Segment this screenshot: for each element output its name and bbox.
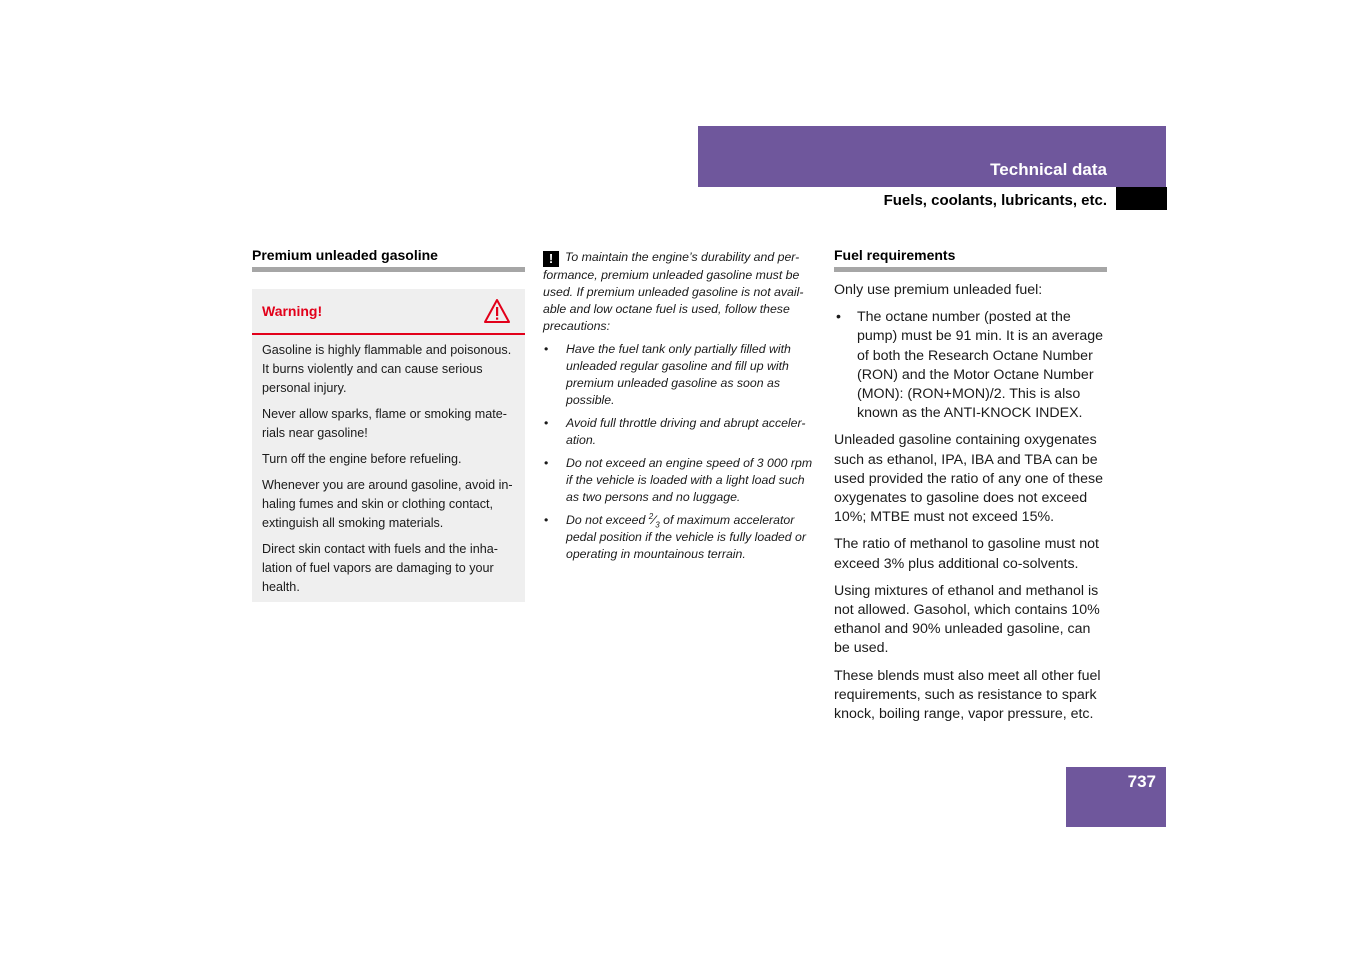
fuel-paragraph: The ratio of methanol to gasoline must not exceed 3% plus additional co-solvents.: [834, 536, 1099, 572]
fuel-paragraph: Unleaded gasoline containing oxygenates such as ethanol, IPA, IBA and TBA can be used provided the ratio of any one of these oxygenates to gasoline does not exceed 10%; MTBE must not exceed 15%.: [834, 432, 1103, 526]
warning-box: [252, 289, 525, 602]
exclamation-notice-icon: !: [543, 251, 559, 267]
warning-paragraph: Never allow sparks, flame or smoking mate-rials near gasoline!: [262, 407, 507, 440]
warning-triangle-icon: [483, 298, 511, 324]
warning-body: [252, 335, 525, 597]
precautions-list: [543, 341, 818, 563]
fuel-requirements-list: [834, 308, 1109, 423]
warning-paragraph: Direct skin contact with fuels and the inha-lation of fuel vapors are damaging to your health.: [262, 542, 498, 594]
fraction-numerator: 2: [648, 511, 654, 521]
warning-label: Warning!: [262, 303, 323, 319]
header-tab-marker: [1116, 187, 1167, 210]
list-item-text: Avoid full throttle driving and abrupt acceler-ation.: [566, 416, 806, 447]
list-item-text: Have the fuel tank only partially filled with unleaded regular gasoline and fill up with premium unleaded gasoline as soon as possible.: [566, 342, 791, 407]
heading-fuel-requirements: Fuel requirements: [834, 247, 1107, 272]
list-item: • Do not exceed an engine speed of 3 000 rpm if the vehicle is loaded with a light load such as two persons and no luggage.: [544, 456, 813, 504]
page-number: 737: [1127, 772, 1156, 791]
list-item: • The octane number (posted at the pump) must be 91 min. It is an average of both the Research Octane Number (RON) and the Motor Octane Number (MON): (RON+MON)/2. This is also known as the ANTI-KNOCK INDEX.: [836, 309, 1104, 422]
fraction-denominator: 3: [655, 520, 660, 530]
warning-paragraph: Turn off the engine before refueling.: [262, 452, 462, 466]
fuel-requirements-body: [834, 281, 1109, 732]
fraction-slash: ⁄: [653, 513, 656, 527]
list-item: • Have the fuel tank only partially filled with unleaded regular gasoline and fill up with premium unleaded gasoline as soon as possible.: [544, 342, 791, 407]
list-item-text: Do not exceed an engine speed of 3 000 rpm if the vehicle is loaded with a light load such as two persons and no luggage.: [566, 456, 813, 504]
page-number-band: [1066, 767, 1166, 827]
section-subtitle: Fuels, coolants, lubricants, etc.: [883, 192, 1107, 209]
notice-intro-text: To maintain the engine’s durability and per-formance, premium unleaded gasoline must be used. If premium unleaded gasoline is not avail-able and low octane fuel is used, follow these precautions:: [543, 250, 804, 333]
fuel-paragraph: Using mixtures of ethanol and methanol is not allowed. Gasohol, which contains 10% ethanol and 90% unleaded gasoline, can be used.: [834, 582, 1100, 657]
precautions-notice: [543, 249, 818, 569]
fuel-intro: Only use premium unleaded fuel:: [834, 282, 1043, 298]
warning-paragraph: Gasoline is highly flammable and poisonous. It burns violently and can cause serious personal injury.: [262, 343, 512, 395]
list-item: • Do not exceed $^2⁄_3$ of maximum accelerator pedal position if the vehicle is fully loaded or operating in mountainous terrain.: [544, 511, 806, 561]
warning-header: [252, 289, 525, 335]
list-item-text-after: of maximum accelerator pedal position if the vehicle is fully loaded or operating in mountainous terrain.: [566, 513, 806, 561]
list-item-text-before: Do not exceed: [566, 513, 649, 527]
list-item-text: The octane number (posted at the pump) must be 91 min. It is an average of both the Research Octane Number (RON) and the Motor Octane Number (MON): (RON+MON)/2. This is also known as the ANTI-KNOCK INDEX.: [857, 309, 1104, 422]
list-item: • Avoid full throttle driving and abrupt acceler-ation.: [544, 416, 806, 447]
heading-premium-unleaded: Premium unleaded gasoline: [252, 247, 525, 272]
section-title: Technical data: [990, 160, 1107, 179]
fuel-paragraph: These blends must also meet all other fuel requirements, such as resistance to spark knock, boiling range, vapor pressure, etc.: [834, 667, 1101, 723]
notice-intro: [543, 249, 818, 335]
warning-paragraph: Whenever you are around gasoline, avoid in-haling fumes and skin or clothing contact, extinguish all smoking materials.: [262, 478, 513, 530]
